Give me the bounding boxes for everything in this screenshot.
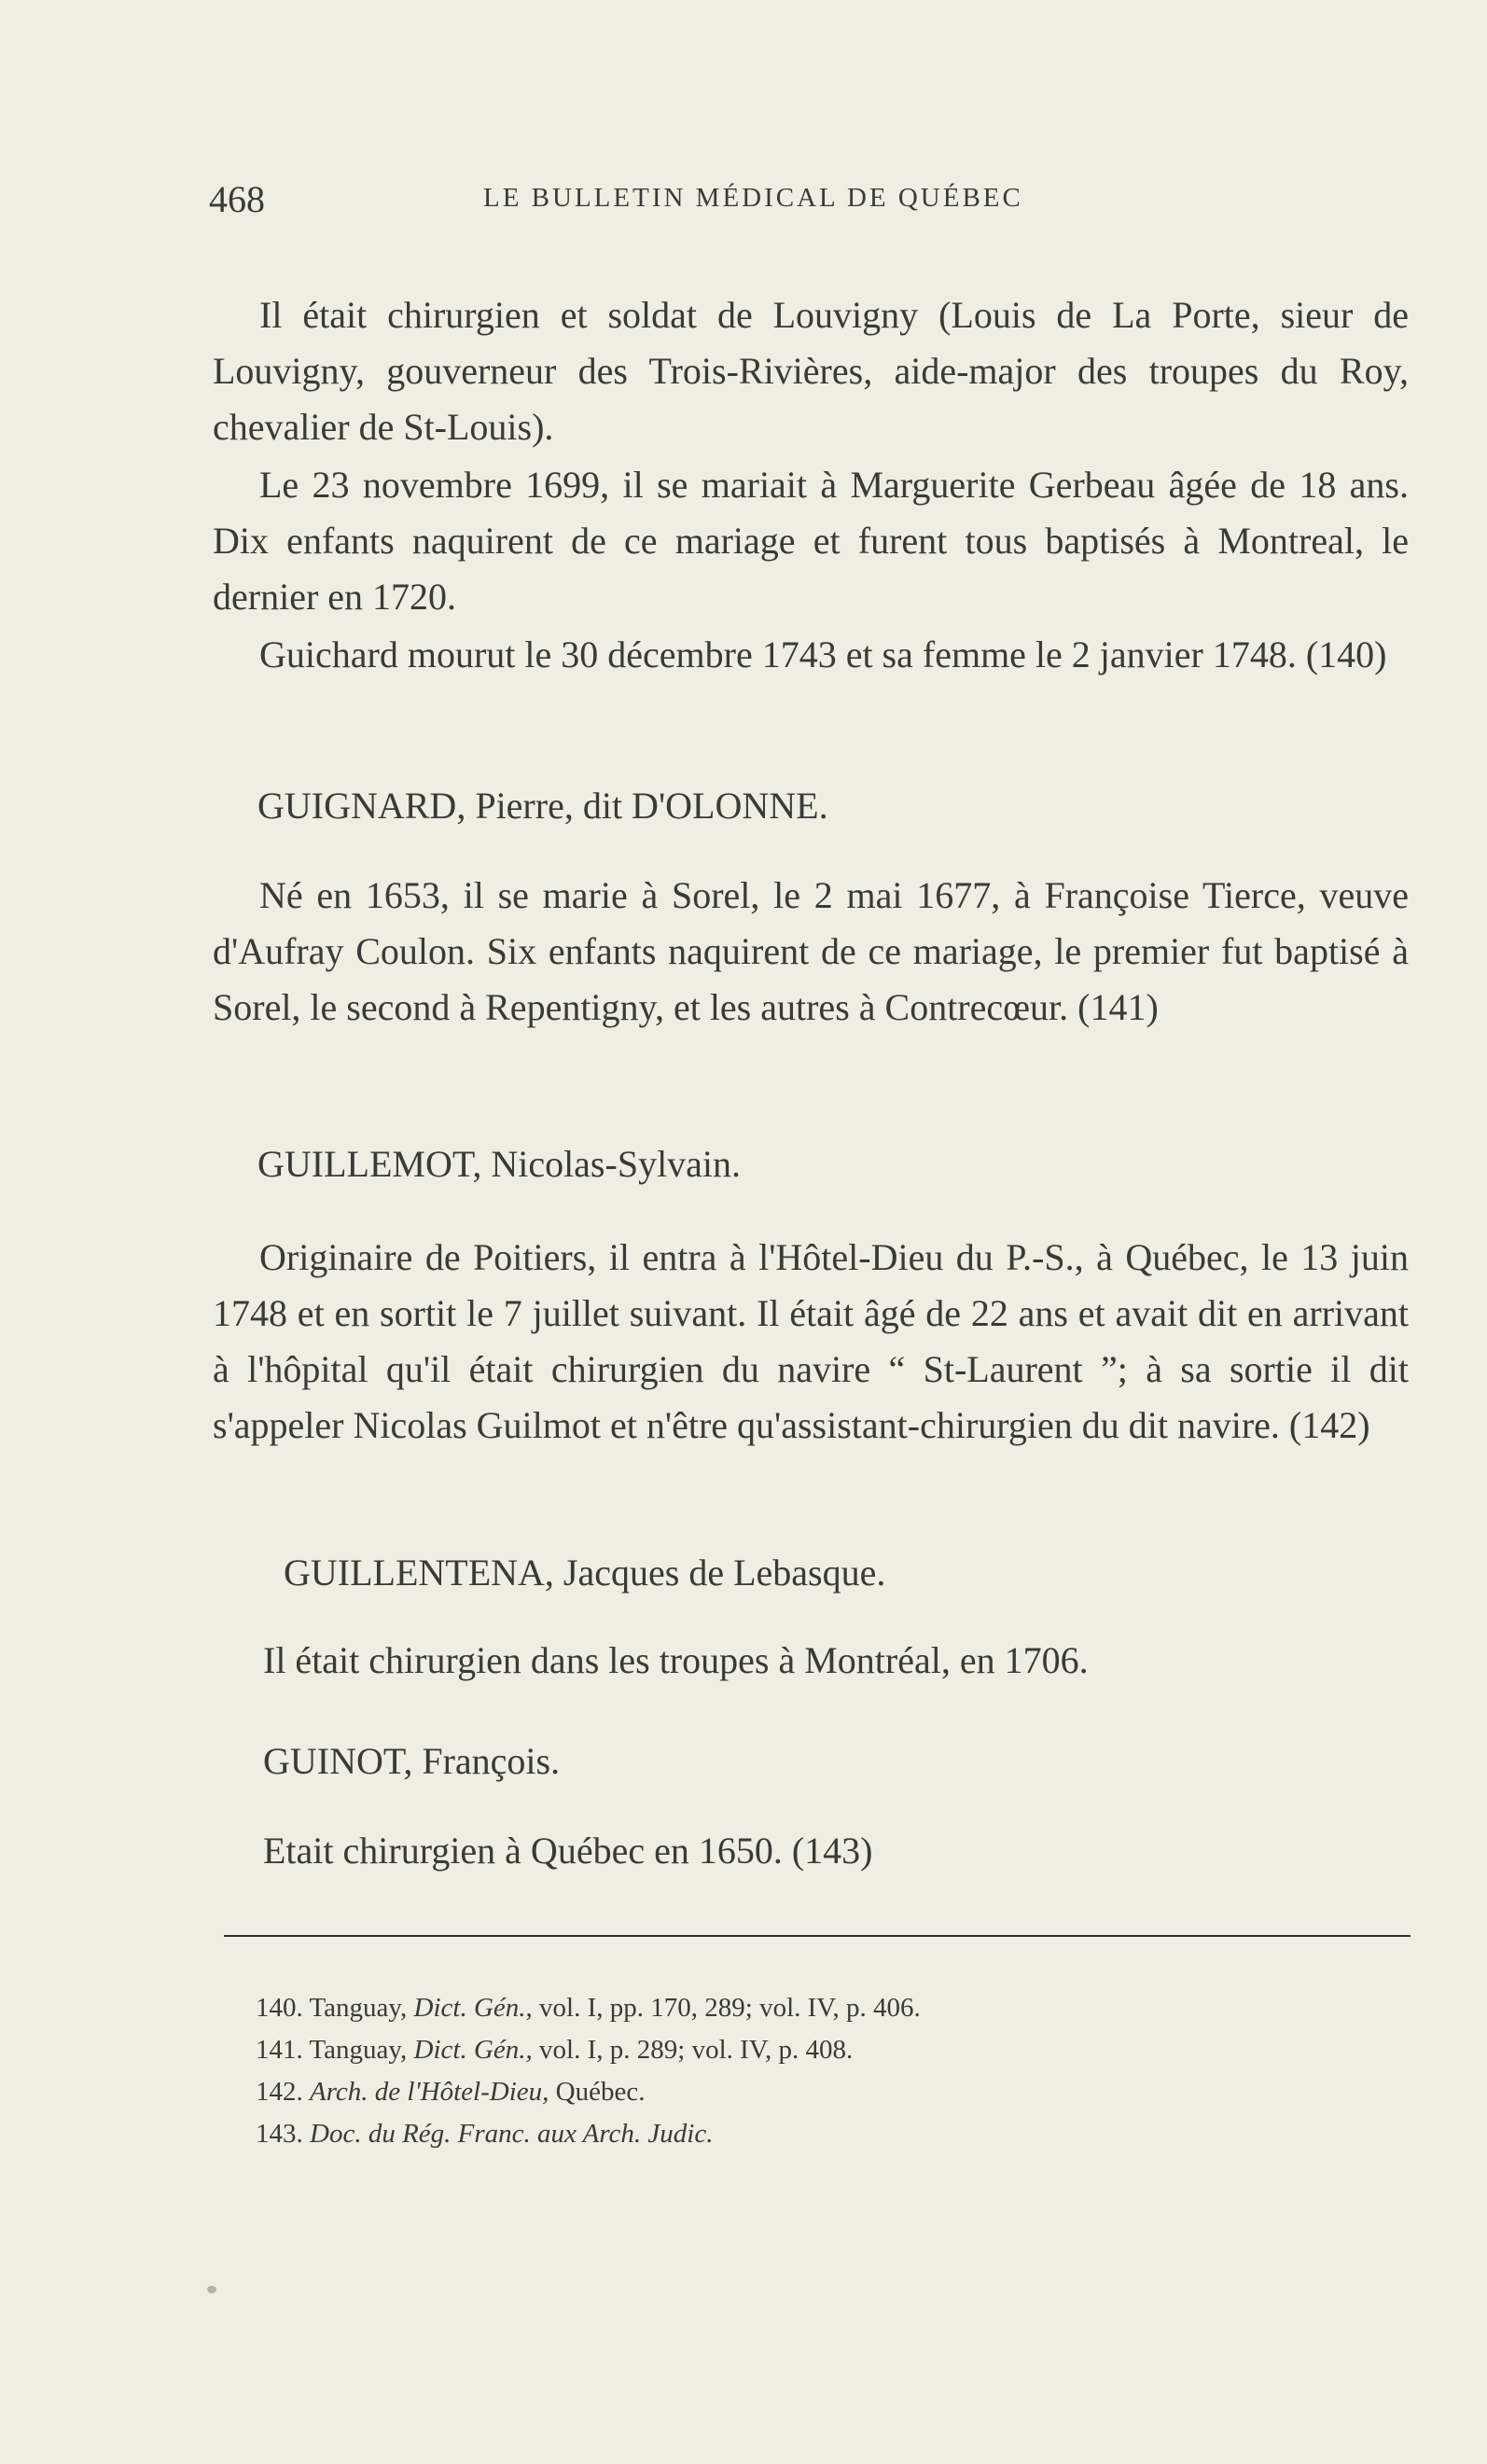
footnote-item [256, 2113, 1282, 2155]
running-head: LE BULLETIN MÉDICAL DE QUÉBEC [483, 183, 1023, 213]
heading-guillentena: GUILLENTENA, Jacques de Lebasque. [284, 1552, 886, 1594]
footnote-number: 141. [256, 2035, 303, 2065]
paragraph-guillemot: Originaire de Poitiers, il entra à l'Hôtel-Dieu du P.-S., à Québec, le 13 juin 1748 et en sortit le 7 juillet suivant. Il était âgé de 22 ans et avait dit en arrivant à l'hôpital qu'il était chirurgien du navire “ St-Laurent ”; à sa sortie il dit s'appeler Nicolas Guilmot et n'être qu'assistant-chirurgien du dit navire. (142) [213, 1236, 1409, 1446]
footnote-number: 142. [256, 2077, 303, 2107]
paragraph-guignard: Né en 1653, il se marie à Sorel, le 2 mai 1677, à Françoise Tierce, veuve d'Aufray Coulon. Six enfants naquirent de ce mariage, le premier fut baptisé à Sorel, le second à Repentigny, et les autres à Contrecœur. (141) [213, 874, 1409, 1028]
footnote-source-title: Dict. Gén., [413, 2035, 533, 2065]
footnote-item [256, 2071, 1282, 2113]
footnote-source-title: Dict. Gén., [413, 1993, 533, 2023]
footnote-reference: Québec. [555, 2077, 646, 2107]
paragraph-marriage: Le 23 novembre 1699, il se mariait à Marguerite Gerbeau âgée de 18 ans. Dix enfants naquirent de ce mariage et furent tous baptisés à Montreal, le dernier en 1720. [213, 464, 1409, 618]
footnote-item [256, 1987, 1282, 2029]
footnote-reference: vol. I, pp. 170, 289; vol. IV, p. 406. [539, 1993, 921, 2023]
footnote-source-title: Doc. du Rég. Franc. aux Arch. Judic. [310, 2119, 714, 2149]
paper-speck [207, 2286, 216, 2293]
footnote-number: 143. [256, 2119, 303, 2149]
page-number: 468 [209, 178, 265, 220]
heading-guignard: GUIGNARD, Pierre, dit D'OLONNE. [257, 785, 828, 827]
paragraph-guinot: Etait chirurgien à Québec en 1650. (143) [263, 1830, 873, 1872]
footnotes-list [256, 1987, 1282, 2155]
footnote-source-title: Arch. de l'Hôtel-Dieu, [310, 2077, 549, 2107]
paragraph-death: Guichard mourut le 30 décembre 1743 et sa femme le 2 janvier 1748. (140) [259, 633, 1387, 675]
footnote-reference: vol. I, p. 289; vol. IV, p. 408. [539, 2035, 854, 2065]
paragraph-louvigny: Il était chirurgien et soldat de Louvigny (Louis de La Porte, sieur de Louvigny, gouverneur des Trois-Rivières, aide-major des troupes du Roy, chevalier de St-Louis). [213, 294, 1409, 448]
paragraph-guillentena: Il était chirurgien dans les troupes à Montréal, en 1706. [263, 1639, 1089, 1681]
footnote-author: Tanguay, [309, 1993, 408, 2023]
footnote-author: Tanguay, [309, 2035, 408, 2065]
footnote-item [256, 2029, 1282, 2071]
footnote-divider [224, 1935, 1411, 1937]
page-header [209, 177, 1142, 233]
heading-guillemot: GUILLEMOT, Nicolas-Sylvain. [257, 1143, 742, 1185]
footnote-number: 140. [256, 1993, 303, 2023]
heading-guinot: GUINOT, François. [263, 1740, 561, 1782]
